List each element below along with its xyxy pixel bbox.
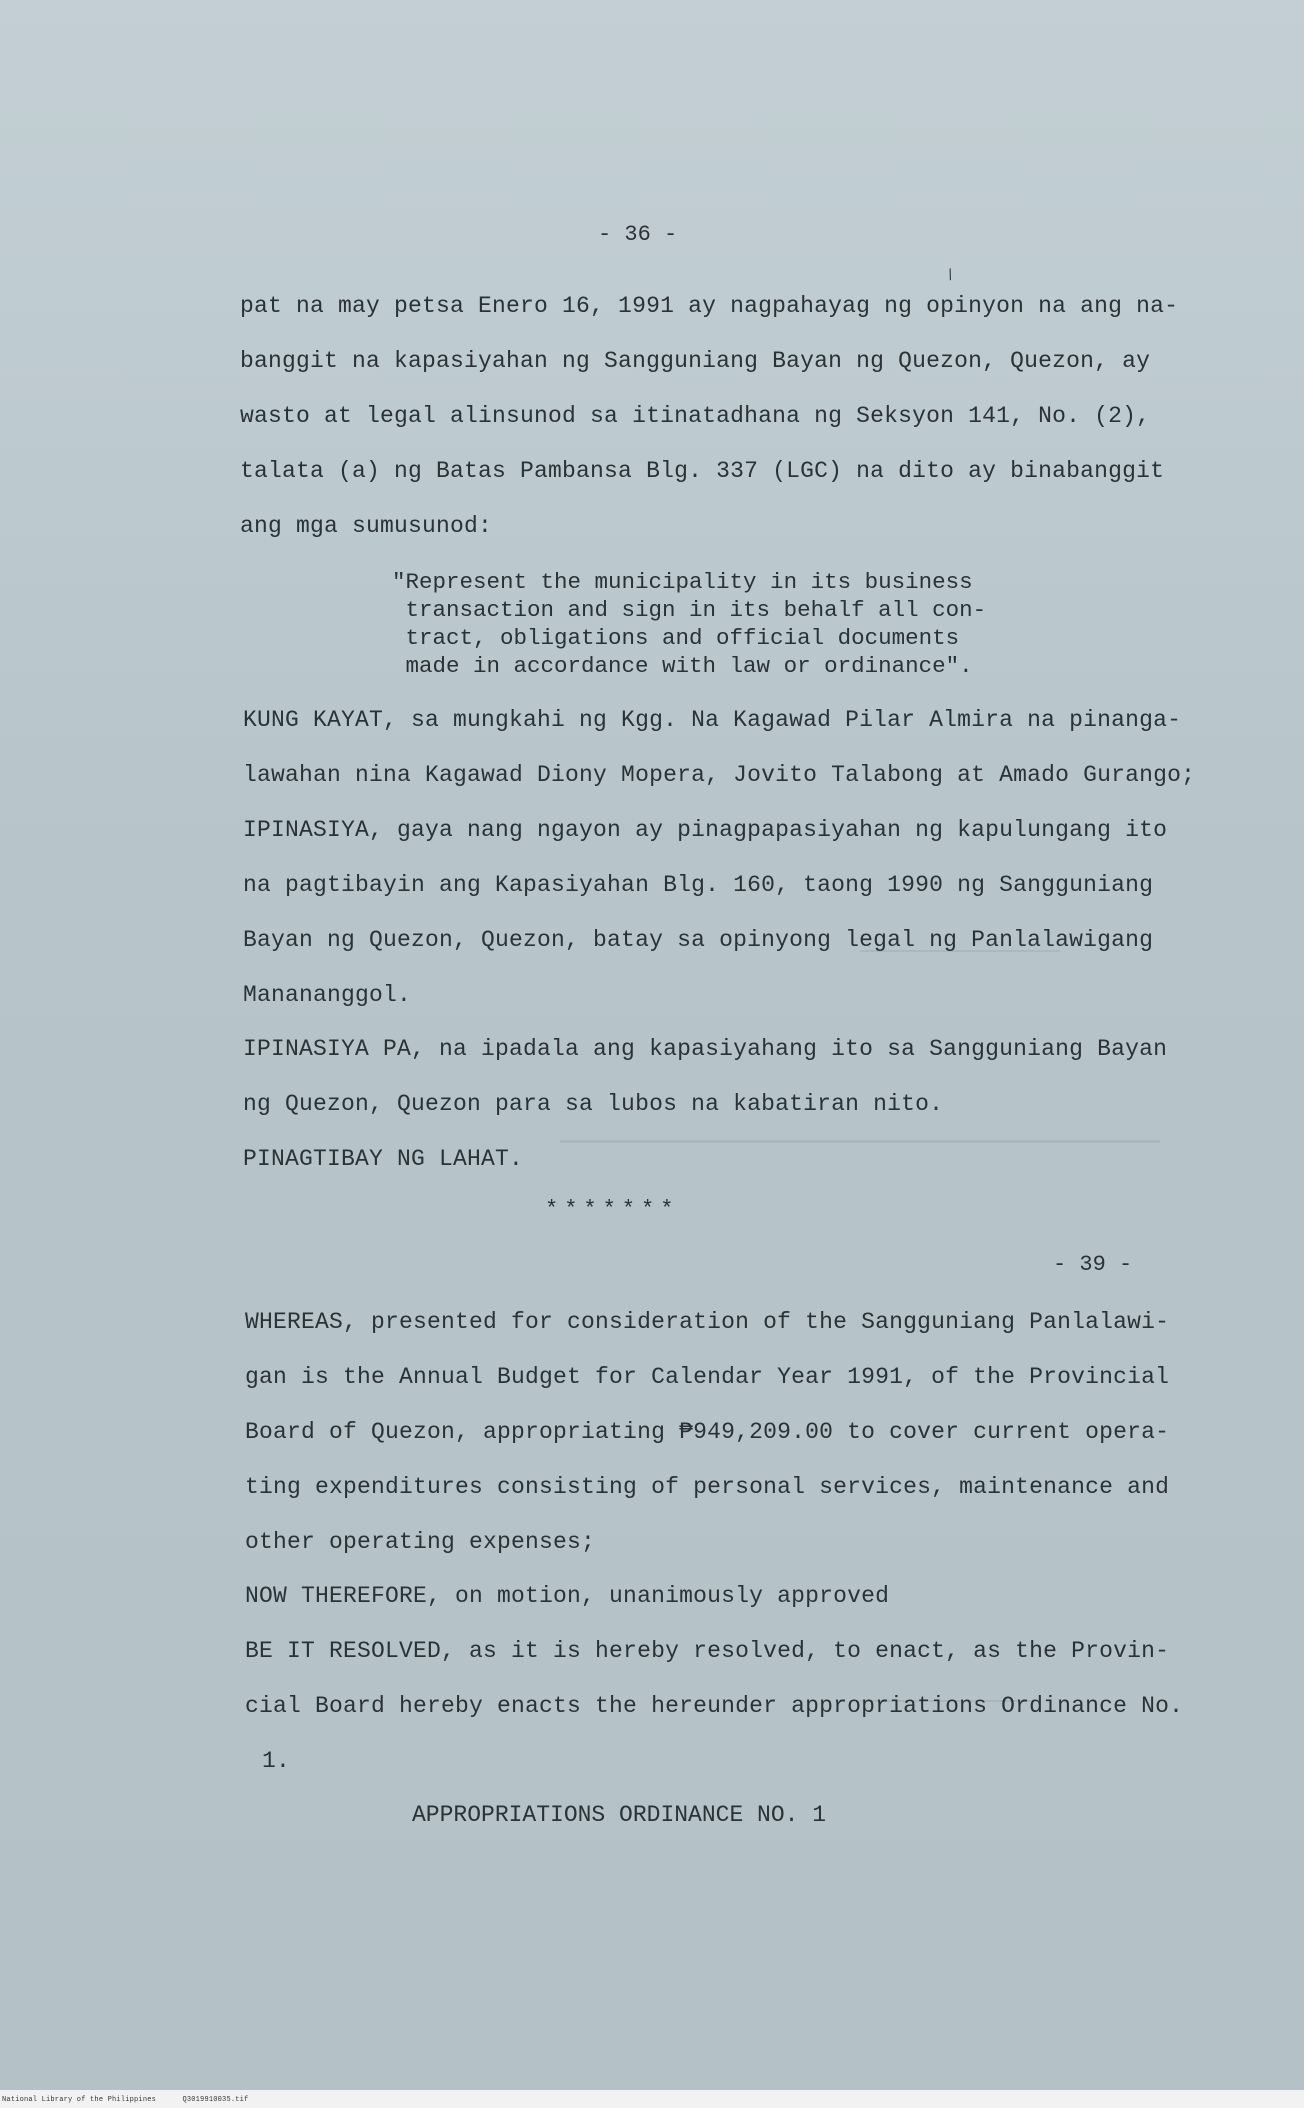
resolution-line: Manananggol.: [243, 982, 412, 1008]
quote-line: transaction and sign in its behalf all con-: [392, 597, 987, 623]
scan-footer: [2, 2096, 270, 2104]
body-line: wasto at legal alinsunod sa itinatadhana ng Seksyon 141, No. (2),: [240, 403, 1151, 429]
quote-line: made in accordance with law or ordinance".: [392, 653, 973, 679]
footer-library: National Library of the Philippines: [2, 2096, 157, 2104]
ordinance-title: APPROPRIATIONS ORDINANCE NO. 1: [412, 1802, 827, 1828]
resolution-line: IPINASIYA PA, na ipadala ang kapasiyahang ito sa Sangguniang Bayan: [243, 1036, 1168, 1062]
quote-line: "Represent the municipality in its business: [392, 569, 973, 595]
whereas-line: WHEREAS, presented for consideration of the Sangguniang Panlalawi-: [245, 1309, 1170, 1335]
resolution-line: lawahan nina Kagawad Diony Mopera, Jovito Talabong at Amado Gurango;: [243, 762, 1196, 788]
whereas-line: BE IT RESOLVED, as it is hereby resolved, to enact, as the Provin-: [245, 1638, 1170, 1664]
whereas-line: gan is the Annual Budget for Calendar Year 1991, of the Provincial: [245, 1364, 1170, 1390]
whereas-line: NOW THEREFORE, on motion, unanimously approved: [245, 1583, 890, 1609]
resolution-line: PINAGTIBAY NG LAHAT.: [243, 1146, 524, 1172]
resolution-line: na pagtibayin ang Kapasiyahan Blg. 160, taong 1990 ng Sangguniang: [243, 872, 1154, 898]
body-line: banggit na kapasiyahan ng Sangguniang Bayan ng Quezon, Quezon, ay: [240, 348, 1151, 374]
footer-file: Q3019910035.tif: [182, 2096, 249, 2104]
page-number-inner: - 39 -: [1053, 1252, 1133, 1277]
whereas-line: Board of Quezon, appropriating ₱949,209.00 to cover current opera-: [245, 1419, 1170, 1445]
resolution-line: ng Quezon, Quezon para sa lubos na kabatiran nito.: [243, 1091, 944, 1117]
bleed-through-rule: [860, 1700, 1040, 1702]
bleed-through-rule: [860, 950, 1060, 952]
body-line: ang mga sumusunod:: [240, 513, 493, 539]
page-number-top: - 36 -: [598, 222, 678, 247]
whereas-line: cial Board hereby enacts the hereunder appropriations Ordinance No.: [245, 1693, 1184, 1719]
separator-stars: *******: [545, 1197, 680, 1222]
whereas-line: ting expenditures consisting of personal services, maintenance and: [245, 1474, 1170, 1500]
whereas-line: other operating expenses;: [245, 1529, 596, 1555]
resolution-line: KUNG KAYAT, sa mungkahi ng Kgg. Na Kagawad Pilar Almira na pinanga-: [243, 707, 1182, 733]
accent-mark: /: [943, 266, 959, 286]
body-line: pat na may petsa Enero 16, 1991 ay nagpahayag ng opinyon na ang na-: [240, 293, 1179, 319]
resolution-line: Bayan ng Quezon, Quezon, batay sa opinyong legal ng Panlalawigang: [243, 927, 1154, 953]
resolution-line: IPINASIYA, gaya nang ngayon ay pinagpapasiyahan ng kapulungang ito: [243, 817, 1168, 843]
body-line: talata (a) ng Batas Pambansa Blg. 337 (LGC) na dito ay binabanggit: [240, 458, 1165, 484]
whereas-line: 1.: [262, 1748, 291, 1774]
quote-line: tract, obligations and official documents: [392, 625, 960, 651]
bleed-through-rule: [560, 1140, 1160, 1183]
